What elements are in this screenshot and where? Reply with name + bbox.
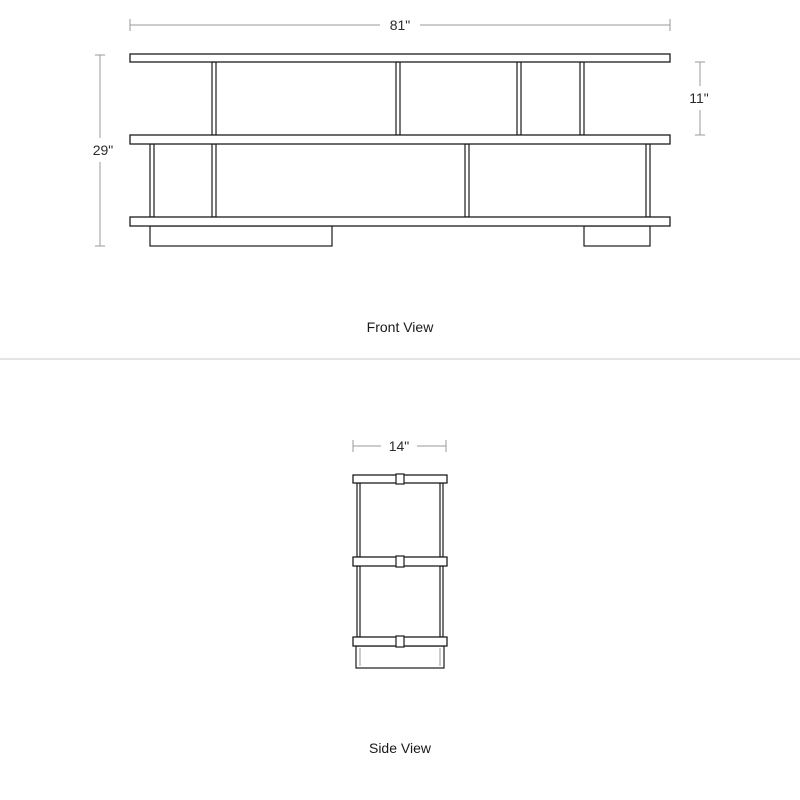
front-post — [212, 144, 216, 217]
depth-dimension — [353, 438, 446, 454]
side-view — [353, 438, 447, 756]
front-shelf-top — [130, 54, 670, 62]
front-post — [646, 144, 650, 217]
height-dimension — [93, 55, 114, 246]
front-view-caption: Front View — [366, 319, 434, 335]
depth-label: 14" — [388, 438, 410, 454]
height-label: 29" — [92, 142, 114, 158]
front-post — [212, 62, 216, 135]
front-base-right — [584, 226, 650, 246]
shelf-gap-dimension — [689, 62, 709, 135]
width-label: 81" — [389, 17, 411, 33]
front-base-left — [150, 226, 332, 246]
side-base — [356, 646, 444, 668]
front-post — [396, 62, 400, 135]
side-post — [357, 566, 360, 637]
front-post — [580, 62, 584, 135]
front-post — [150, 144, 154, 217]
width-dimension — [130, 17, 670, 33]
side-view-caption: Side View — [368, 740, 432, 756]
side-shelf-bracket — [396, 636, 404, 647]
side-post — [357, 483, 360, 557]
front-view — [93, 17, 709, 335]
front-post — [517, 62, 521, 135]
front-shelf-middle — [130, 135, 670, 144]
front-shelf-bottom — [130, 217, 670, 226]
shelf-gap-label: 11" — [689, 90, 709, 106]
side-shelf-bracket — [396, 474, 404, 484]
side-shelf-bracket — [396, 556, 404, 567]
side-post — [440, 566, 443, 637]
front-shelving-unit — [130, 54, 670, 246]
side-post — [440, 483, 443, 557]
side-shelving-unit — [353, 474, 447, 668]
front-post — [465, 144, 469, 217]
